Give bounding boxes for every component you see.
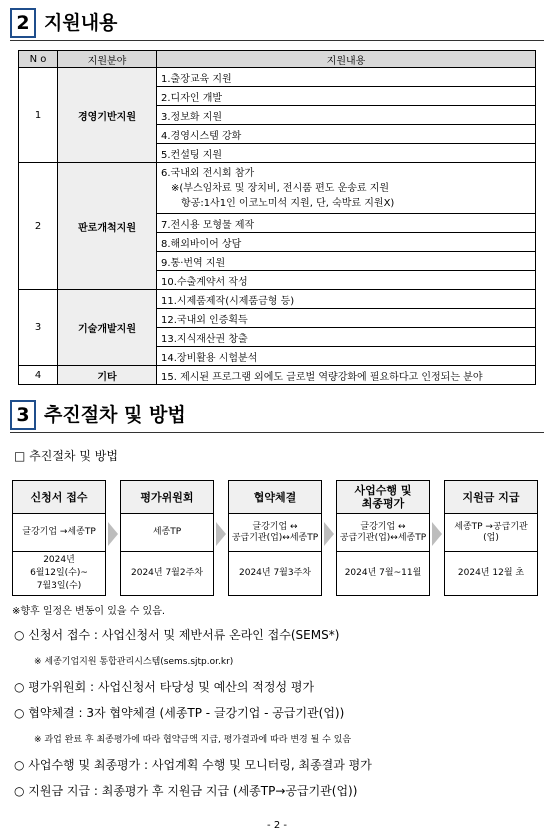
step-actor: 글강기업 ↔ 공급기관(업)↔세종TP	[336, 514, 430, 552]
section-2-header	[10, 8, 544, 38]
row-no: 3	[19, 290, 58, 366]
flow-step	[336, 480, 430, 596]
step-date: 2024년 7월~11월	[336, 552, 430, 596]
step-title: 협약체결	[228, 480, 322, 514]
step-actor: 글강기업 ↔ 공급기관(업)↔세종TP	[228, 514, 322, 552]
bullet-subnote: ※ 세종기업지원 통합관리시스템(sems.sjtp.or.kr)	[34, 657, 234, 667]
row-item: 13.지식재산권 창출	[157, 328, 536, 347]
table-header-row	[19, 51, 536, 68]
row-item: 14.장비활용 시험분석	[157, 347, 536, 366]
bullet-item: ○ 평가위원회 : 사업신청서 타당성 및 예산의 적정성 평가	[14, 680, 315, 694]
row-no: 2	[19, 163, 58, 290]
arrow-icon	[324, 522, 334, 546]
table-row	[19, 290, 536, 309]
table-row	[19, 68, 536, 87]
row-item-multiline	[157, 163, 536, 214]
row-item: 7.전시용 모형물 제작	[157, 214, 536, 233]
arrow-icon	[108, 522, 118, 546]
bullet-item: ○ 사업수행 및 최종평가 : 사업계획 수행 및 모니터링, 최종결과 평가	[14, 758, 372, 772]
row-item: 8.해외바이어 상담	[157, 233, 536, 252]
step-title: 지원금 지급	[444, 480, 538, 514]
step-date: 2024년 12월 초	[444, 552, 538, 596]
step-date: 2024년 7월2주차	[120, 552, 214, 596]
row-no: 1	[19, 68, 58, 163]
step-actor: 세종TP	[120, 514, 214, 552]
schedule-note: ※향후 일정은 변동이 있을 수 있음.	[12, 606, 166, 617]
section-3-header	[10, 400, 544, 430]
subsection-heading: □ 추진절차 및 방법	[14, 449, 118, 463]
row-item: 3.정보화 지원	[157, 106, 536, 125]
section-title: 추진절차 및 방법	[44, 404, 186, 426]
row-item: 9.통·번역 지원	[157, 252, 536, 271]
flow-step	[228, 480, 322, 596]
divider	[10, 432, 544, 433]
row-no: 4	[19, 366, 58, 385]
header-content: 지원내용	[157, 51, 536, 68]
row-item: 11.시제품제작(시제품금형 등)	[157, 290, 536, 309]
flow-step	[444, 480, 538, 596]
header-field: 지원분야	[58, 51, 157, 68]
step-title: 사업수행 및 최종평가	[336, 480, 430, 514]
step-actor: 세종TP →공급기관 (업)	[444, 514, 538, 552]
step-date: 2024년 7월3주차	[228, 552, 322, 596]
row-item: 4.경영시스템 강화	[157, 125, 536, 144]
arrow-icon	[216, 522, 226, 546]
row-item: 10.수출계약서 작성	[157, 271, 536, 290]
bullet-item: ○ 신청서 접수 : 사업신청서 및 제반서류 온라인 접수(SEMS*)	[14, 628, 340, 642]
flow-step	[12, 480, 106, 596]
row-field: 기술개발지원	[58, 290, 157, 366]
row-item: 2.디자인 개발	[157, 87, 536, 106]
flow-step	[120, 480, 214, 596]
row-field: 경영기반지원	[58, 68, 157, 163]
bullet-item: ○ 지원금 지급 : 최종평가 후 지원금 지급 (세종TP→공급기관(업))	[14, 784, 358, 798]
divider	[10, 40, 544, 41]
step-title: 신청서 접수	[12, 480, 106, 514]
step-title: 평가위원회	[120, 480, 214, 514]
section-number: 2	[10, 8, 36, 38]
section-number: 3	[10, 400, 36, 430]
row-field: 기타	[58, 366, 157, 385]
step-date: 2024년 6월12일(수)~ 7월3일(수)	[12, 552, 106, 596]
row-item: 6.국내외 전시회 참가	[161, 167, 255, 179]
row-item: 5.컨설팅 지원	[157, 144, 536, 163]
row-item: 15. 제시된 프로그램 외에도 글로벌 역량강화에 필요하다고 인정되는 분야	[157, 366, 536, 385]
section-title: 지원내용	[44, 12, 118, 34]
step-actor: 글강기업 →세종TP	[12, 514, 106, 552]
row-item-note: ※(부스임차료 및 장치비, 전시품 편도 운송료 지원	[171, 182, 390, 194]
support-table	[18, 50, 536, 385]
bullet-item: ○ 협약체결 : 3자 협약체결 (세종TP - 글강기업 - 공급기관(업))	[14, 706, 345, 720]
row-item-note: 항공:1사1인 이코노미석 지원, 단, 숙박료 지원X)	[181, 197, 395, 209]
table-row	[19, 366, 536, 385]
arrow-icon	[432, 522, 442, 546]
header-no: N o	[19, 51, 58, 68]
page-number: - 2 -	[267, 820, 287, 831]
table-row	[19, 163, 536, 214]
row-item: 12.국내외 인증획득	[157, 309, 536, 328]
bullet-subnote: ※ 과업 완료 후 최종평가에 따라 협약금액 지급, 평가결과에 따라 변경 될 수 있음	[34, 735, 352, 745]
row-item: 1.출장교육 지원	[157, 68, 536, 87]
row-field: 판로개척지원	[58, 163, 157, 290]
